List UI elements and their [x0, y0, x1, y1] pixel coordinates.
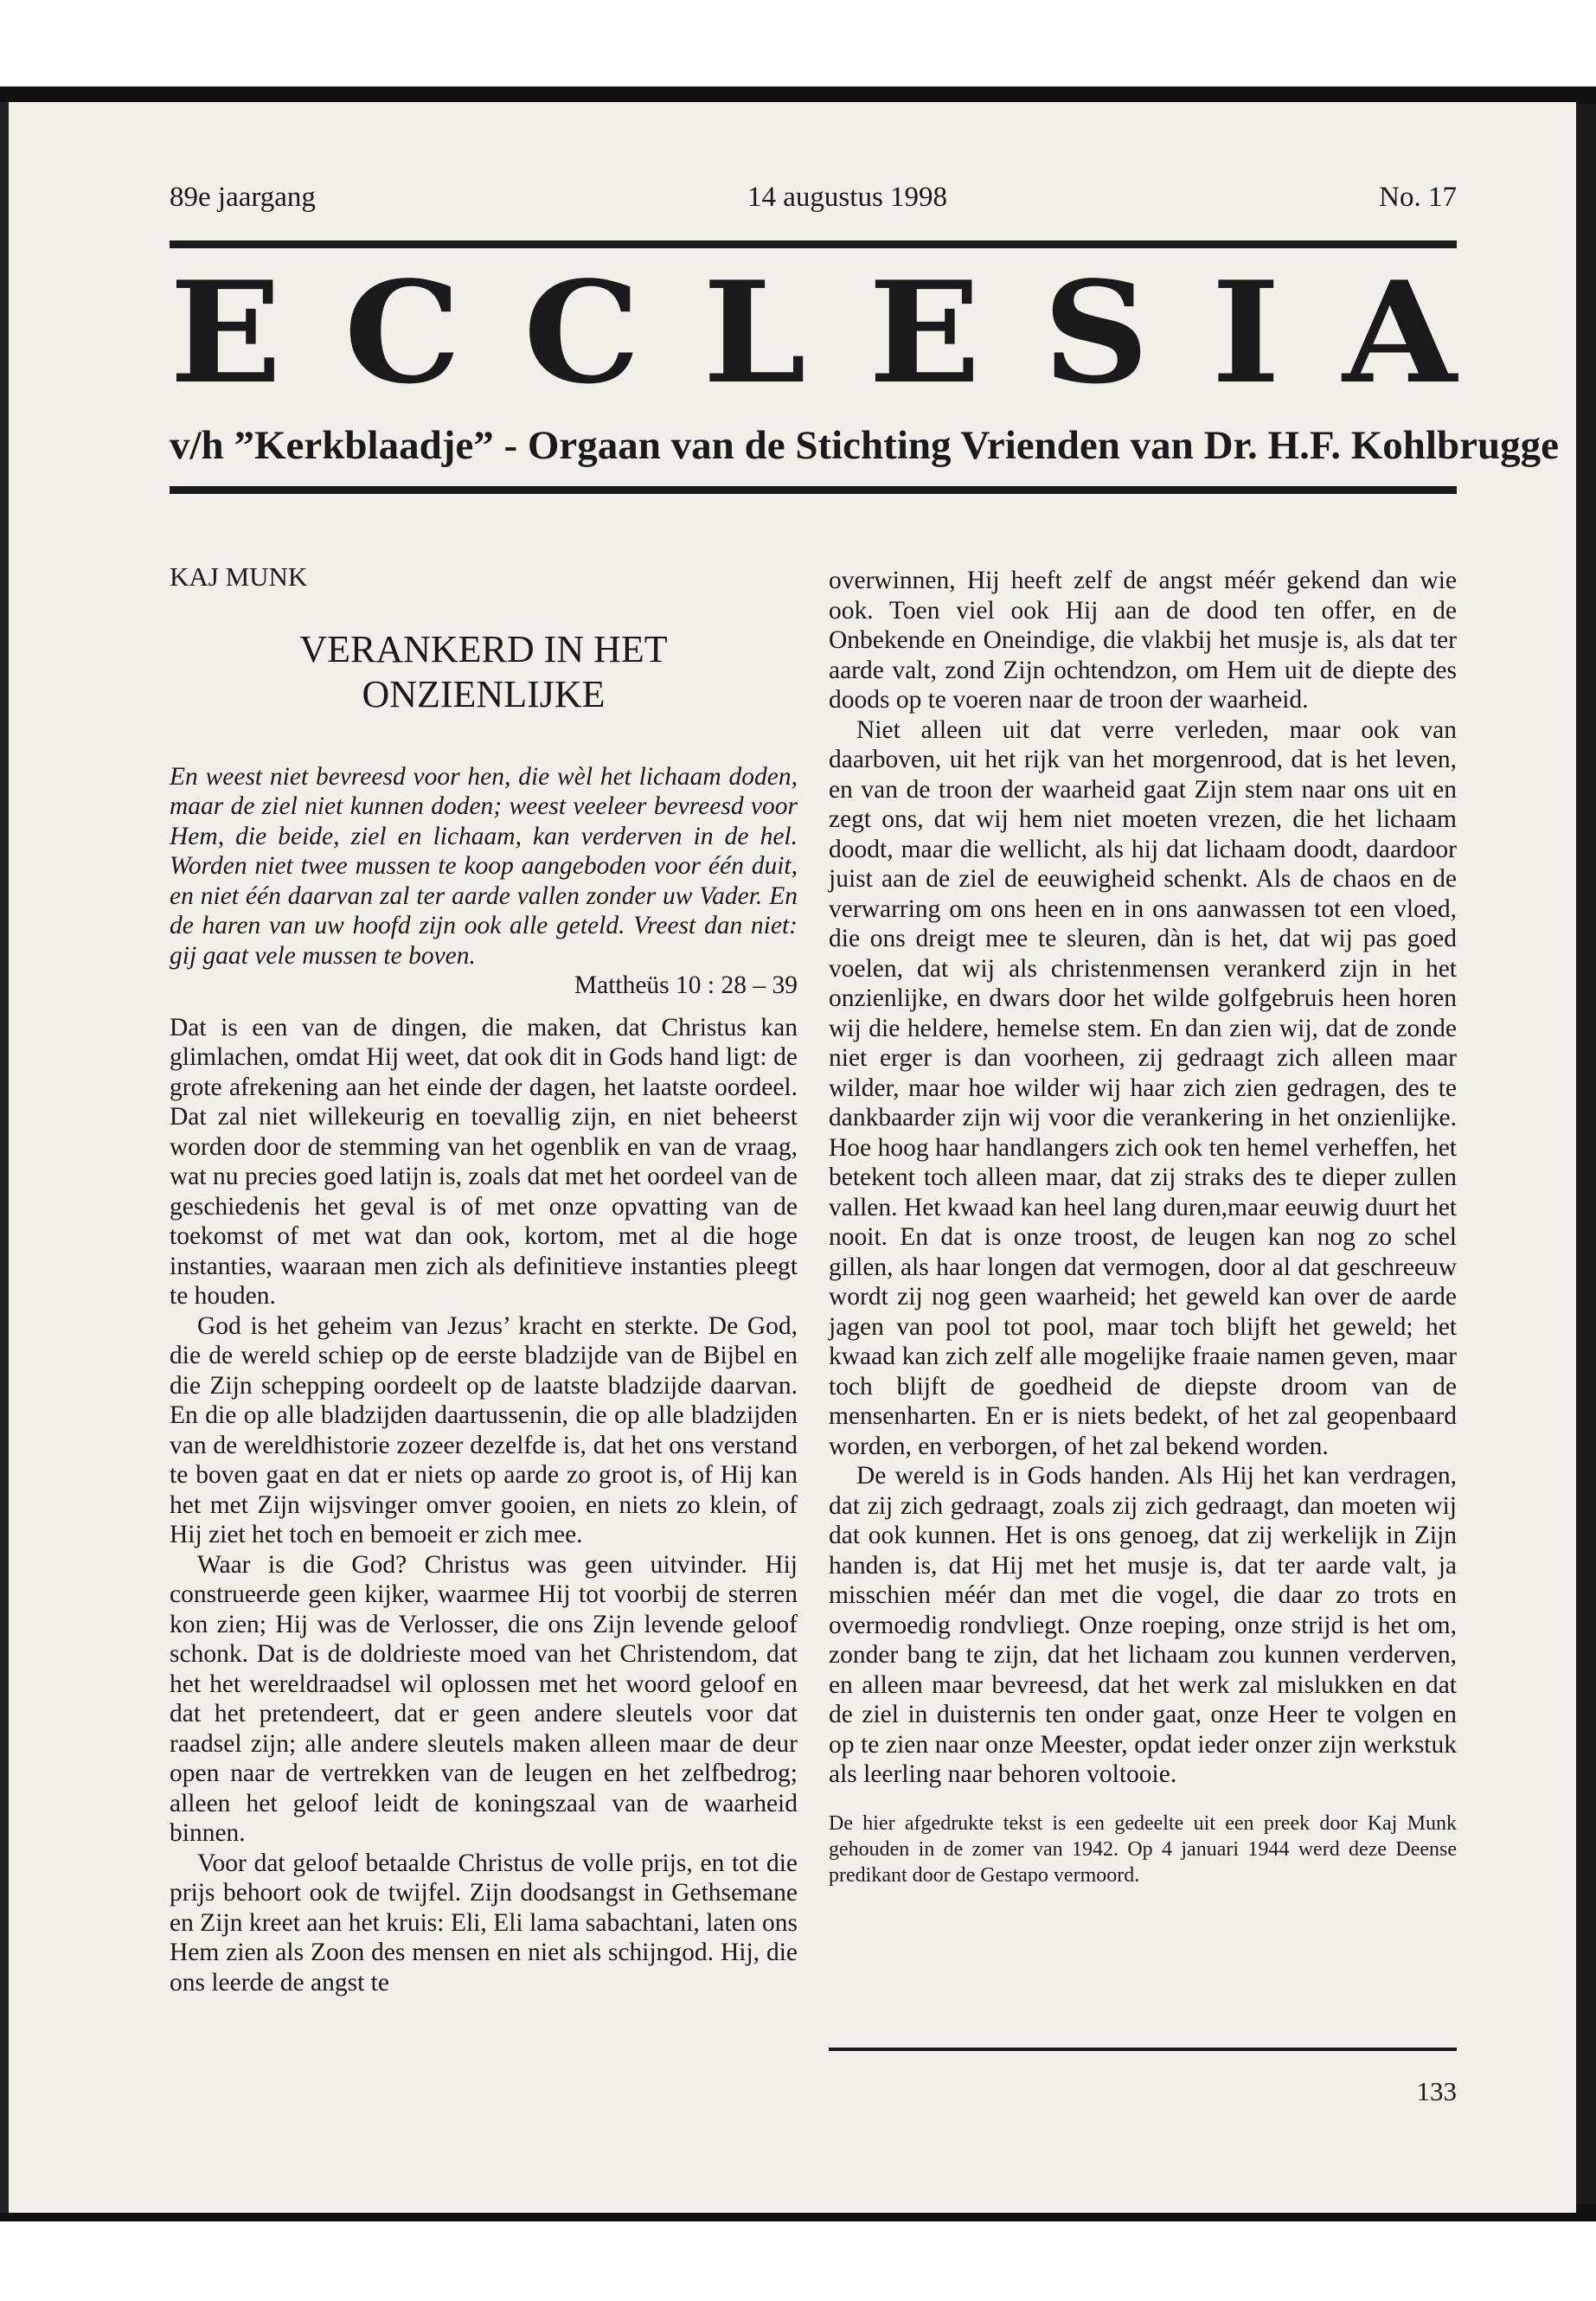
footnote-rule [829, 2048, 1457, 2051]
volume-label: 89e jaargang [170, 182, 316, 213]
article-title-line: VERANKERD IN HET [299, 627, 668, 670]
article-footnote: De hier afgedrukte tekst is een gedeelte uit een preek door Kaj Munk gehouden in de zomer van 1942. Op 4 januari 1944 werd deze Deense predikant door de Gestapo vermoord. [829, 1811, 1457, 1887]
article-paragraph: God is het geheim van Jezus’ kracht en sterkte. De God, die de wereld schiep op de eerste bladzijde van de Bijbel en die Zijn schepping oordeelt op de laatste bladzijde daarvan. En die op alle bladzijden daartussenin, die op alle bladzijden van de wereldhistorie zozeer dezelfde is, dat het ons verstand te boven gaat en dat er niets op aarde zo groot is, of Hij kan het met Zijn wijsvinger omver gooien, en niets zo klein, of Hij ziet het toch en bemoeit er zich mee. [170, 1311, 798, 1548]
masthead-letter: A [1343, 251, 1457, 415]
masthead-letter: L [702, 251, 806, 415]
scan-border-top [0, 87, 1596, 104]
masthead-letter: E [868, 251, 981, 415]
masthead-rule [170, 486, 1457, 494]
article-paragraph: Dat is een van de dingen, die maken, dat Christus kan glimlachen, omdat Hij weet, dat ook dit in Gods hand ligt: de grote afrekening aan het einde der dagen, het laatste oordeel. Dat zal niet willekeurig en toevallig zijn, en niet beheerst worden door de stemming van het ogenblik en van de vraag, wat nu precies goed latijn is, zoals dat met het oordeel van de geschiedenis het geval is of met onze opvatting van de toekomst of met wat dan ook, kortom, met al die hoge instanties, waaraan men zich als definitieve instanties pleegt te houden. [170, 1013, 798, 1310]
article-paragraph: Waar is die God? Christus was geen uitvinder. Hij construeerde geen kijker, waarmee Hij tot voorbij de sterren kon zien; Hij was de Verlosser, die ons Zijn levende geloof schonk. Dat is de doldrieste moed van het Christendom, dat het het wereldraadsel wil oplossen met het woord geloof en dat het pretendeert, dat er geen andere sleutels voor dat raadsel zijn; alle andere sleutels maken alleen maar de deur open naar de vertrekken van de leugen en het zelfbedrog; alleen het geloof leidt de koningszaal van de waarheid binnen. [170, 1550, 798, 1847]
masthead-title [170, 251, 1457, 415]
scan-margin-bottom [0, 2213, 1596, 2301]
article-title [170, 627, 798, 717]
masthead-letter: C [523, 251, 641, 415]
scripture-citation: Mattheüs 10 : 28 – 39 [574, 971, 798, 999]
article-paragraph: De wereld is in Gods handen. Als Hij het kan verdragen, dat zij zich gedraagt, zoals zij zich gedraagt, dan moeten wij dat ook kunnen. Het is ons genoeg, dat zij werkelijk in Zijn handen is, dat Hij met het musje is, dat ter aarde valt, ja misschien méér dan met die vogel, die daar zo trots en overmoedig rondvliegt. Onze roeping, onze strijd is het om, zonder bang te zijn, dat het lichaam zou kunnen verderven, en alleen maar bevreesd, dat het werk zal mislukken en dat de ziel in duisternis ten onder gaat, onze Heer te volgen en op te zien naar onze Meester, opdat ieder onzer zijn werkstuk als leerling naar behoren voltooie. [829, 1462, 1457, 1788]
issue-number: No. 17 [1379, 182, 1457, 213]
header-rule [170, 240, 1457, 248]
masthead-letter: I [1211, 251, 1280, 415]
masthead-subtitle: v/h ”Kerkblaadje” - Orgaan van de Stichting Vrienden van Dr. H.F. Kohlbrugge [170, 423, 1560, 468]
page-number: 133 [1416, 2076, 1457, 2106]
masthead-letter: C [343, 251, 461, 415]
article-author: KAJ MUNK [170, 561, 308, 592]
scripture-lead: En weest niet bevreesd voor hen, die wèl het lichaam doden, maar de ziel niet kunnen doden; weest veeleer bevreesd voor Hem, die beide, ziel en lichaam, kan verderven in de hel. Worden niet twee mussen te koop aangeboden voor één duit, en niet één daarvan zal ter aarde vallen zonder uw Vader. En de haren van uw hoofd zijn ook alle geteld. Vreest dan niet: gij gaat vele mussen te boven. [170, 762, 798, 970]
article-paragraph: Voor dat geloof betaalde Christus de volle prijs, en tot die prijs behoort ook de twijfel. Zijn doodsangst in Gethsemane en Zijn kreet aan het kruis: Eli, Eli lama sabachtani, laten ons Hem zien als Zoon des mensen en niet als schijngod. Hij, die ons leerde de angst te [170, 1849, 798, 1997]
issue-header [170, 182, 1457, 214]
article-paragraph: Niet alleen uit dat verre verleden, maar ook van daarboven, uit het rijk van het morgenrood, dat is het leven, en van de troon der waarheid gaat Zijn stem naar ons uit en zegt ons, dat wij hem niet moeten vrezen, die het lichaam doodt, maar die wellicht, als hij dat lichaam doodt, daardoor juist aan de ziel de eeuwigheid schenkt. Als de chaos en de verwarring om ons heen en in ons aanwassen tot een vloed, die ons dreigt mee te sleuren, dàn is het, dat wij pas goed voelen, dat wij als christenmensen verankerd zijn in het onzienlijke, en dwars door het wilde golfgebruis heen horen wij die heldere, hemelse stem. En dan zien wij, dat de zonde niet erger is dan voorheen, zij gedraagt zich alleen maar wilder, maar hoe wilder wij haar zich zien gedragen, des te dankbaarder zijn wij voor die verankering in het onzienlijke. Hoe hoog haar handlangers zich ook ten hemel verheffen, het betekent toch alleen maar, dat zij straks des te dieper zullen vallen. Het kwaad kan heel lang duren,maar eeuwig duurt het nooit. En dat is onze troost, de leugen kan nog zo schel gillen, als haar longen dat vermogen, door al dat geschreeuw wordt zij nog geen waarheid; het geweld kan over de aarde jagen van pool tot pool, maar toch blijft het geweld; het kwaad kan zich zelf alle mogelijke fraaie namen geven, maar toch blijft de goedheid de diepste droom van de mensenharten. En er is niets bedekt, of het zal geopenbaard worden, en verborgen, of het zal bekend worden. [829, 715, 1457, 1460]
scan-border-left [0, 102, 9, 2213]
article-column-right [829, 566, 1457, 1888]
issue-date: 14 augustus 1998 [747, 182, 948, 213]
article-paragraph: overwinnen, Hij heeft zelf de angst méér gekend dan wie ook. Toen viel ook Hij aan de dood ten offer, en de Onbekende en Oneindige, die vlakbij het musje is, als dat ter aarde valt, zond Zijn ochtendzon, om Hem uit de diepte des doods op te voeren naar de troon der waarheid. [829, 567, 1457, 714]
article-title-line: ONZIENLIJKE [362, 672, 606, 715]
article-column-left [170, 562, 798, 1997]
masthead-letter: S [1042, 251, 1150, 415]
masthead-letter: E [170, 251, 282, 415]
